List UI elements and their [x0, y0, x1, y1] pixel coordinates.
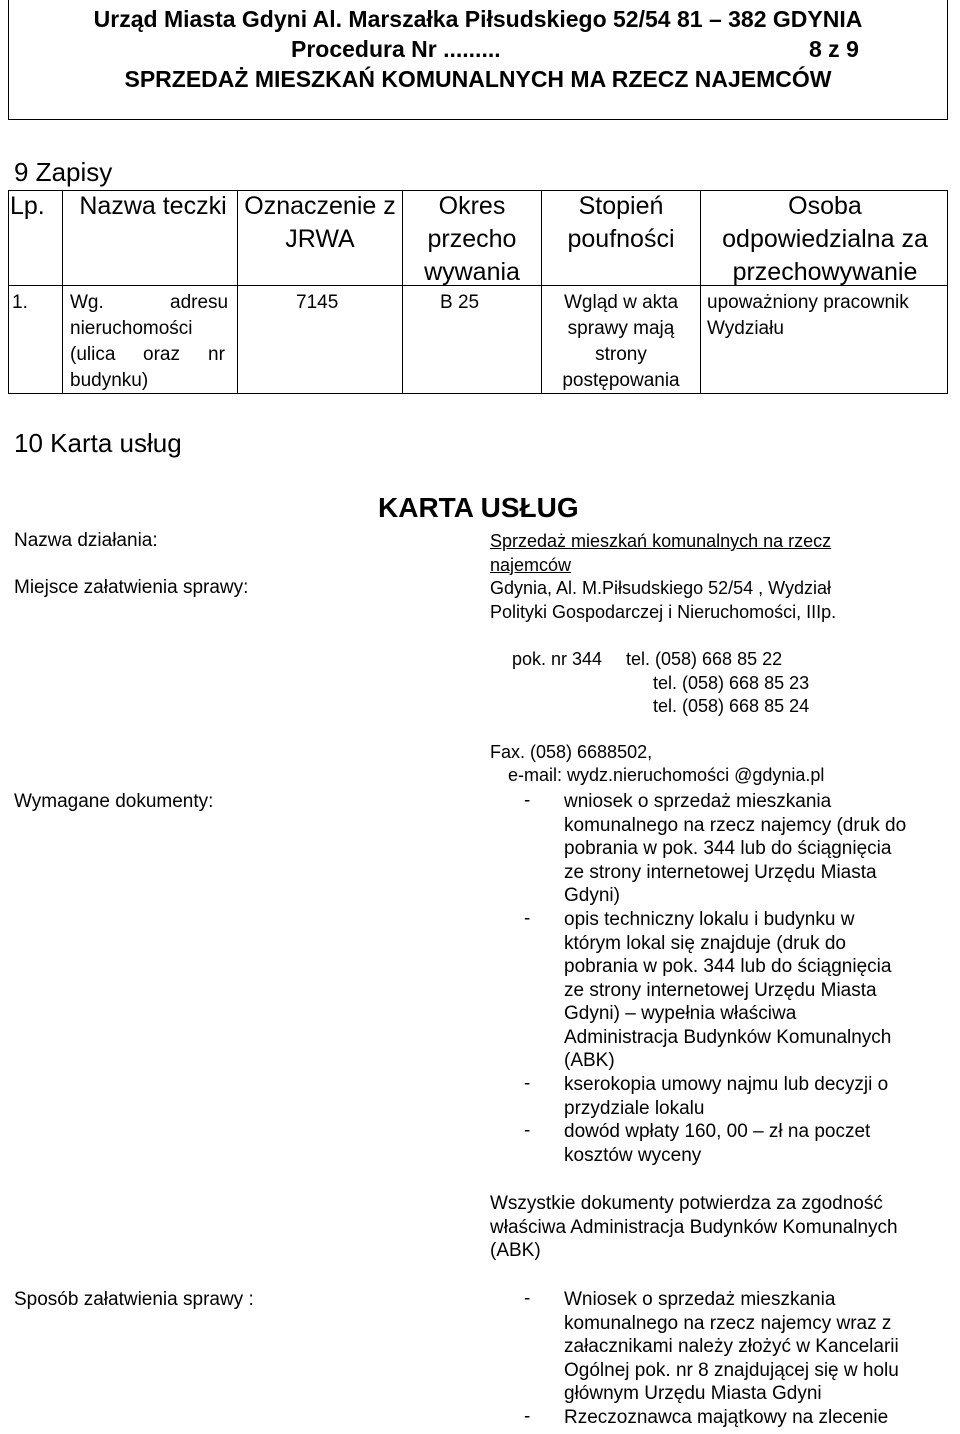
row-period: B 25 [440, 292, 480, 313]
section-10-title: 10 Karta usług [14, 428, 182, 458]
phone-list [626, 648, 809, 719]
document-header [8, 0, 948, 120]
col-header-period: Okres przecho wywania [424, 192, 520, 286]
row-name-line2: nieruchomości [70, 318, 193, 339]
row-confidentiality: Wgląd w akta sprawy mają strony postępowania [562, 292, 680, 391]
phone-1: tel. (058) 668 85 22 [626, 649, 783, 669]
page-number: 8 z 9 [809, 36, 859, 62]
section-9-title: 9 Zapisy [14, 157, 113, 187]
docs-label: Wymagane dokumenty: [14, 791, 214, 812]
procedure-number: Procedura Nr ......... [291, 36, 501, 62]
doc-item-2: opis techniczny lokalu i budynku w którym lokal się znajduje (druk do pobrania w pok. 344 lub do ściągnięcia ze strony internetowej Urzędu Miasta Gdyni) – wypełnia właściwa Administracja Budynków Komunalnych (ABK) [564, 909, 892, 1071]
doc-item-4: dowód wpłaty 160, 00 – zł na poczet kosztów wyceny [564, 1121, 871, 1166]
email: e-mail: wydz.nieruchomości @gdynia.pl [508, 765, 825, 785]
office-address: Urząd Miasta Gdyni Al. Marszałka Piłsudskiego 52/54 81 – 382 GDYNIA [93, 6, 863, 32]
method-label: Sposób załatwienia sprawy : [14, 1289, 254, 1310]
row-lp: 1. [12, 292, 28, 313]
row-jrwa: 7145 [296, 292, 339, 313]
row-name-line3b: oraz [143, 344, 180, 365]
doc-item-3: kserokopia umowy najmu lub decyzji o przydziale lokalu [564, 1074, 889, 1119]
row-name-line4: budynku) [70, 370, 149, 391]
phone-2: tel. (058) 668 85 23 [653, 672, 810, 693]
fax: Fax. (058) 6688502, [490, 742, 653, 762]
row-responsible: upoważniony pracownik Wydziału [707, 292, 909, 339]
action-label: Nazwa działania: [14, 530, 158, 551]
place-label: Miejsce załatwienia sprawy: [14, 577, 249, 598]
confirm-note: Wszystkie dokumenty potwierdza za zgodność właściwa Administracja Budynków Komunalnych (ABK) [490, 1193, 898, 1261]
col-header-lp: Lp. [10, 192, 45, 220]
col-header-responsible: Osoba odpowiedzialna za przechowywanie [722, 192, 928, 286]
document-title: SPRZEDAŻ MIESZKAŃ KOMUNALNYCH MA RZECZ NAJEMCÓW [124, 66, 832, 92]
row-name-word1: Wg. [70, 292, 104, 313]
method-item-2: Rzeczoznawca majątkowy na zlecenie [564, 1407, 889, 1428]
place-value: Gdynia, Al. M.Piłsudskiego 52/54 , Wydział Polityki Gospodarczej i Nieruchomości, IIIp. [490, 578, 837, 622]
row-name-word2: adresu [170, 292, 229, 313]
service-card-title: KARTA USŁUG [378, 492, 579, 523]
row-name-line3a: (ulica [70, 344, 116, 365]
phone-3: tel. (058) 668 85 24 [653, 696, 810, 716]
action-value: Sprzedaż mieszkań komunalnych na rzecz najemców [490, 531, 832, 575]
row-name-line3c: nr [208, 344, 225, 365]
method-item-1: Wniosek o sprzedaż mieszkania komunalnego na rzecz najemcy wraz z załacznikami należy złożyć w Kancelarii Ogólnej pok. nr 8 znajdującej się w holu głównym Urzędu Miasta Gdyni [564, 1289, 899, 1404]
col-header-name: Nazwa teczki [79, 192, 227, 220]
col-header-jrwa: Oznaczenie z JRWA [244, 192, 396, 253]
room-number: pok. nr 344 [512, 649, 603, 669]
doc-item-1: wniosek o sprzedaż mieszkania komunalnego na rzecz najemcy (druk do pobrania w pok. 344 lub do ściągnięcia ze strony internetowej Urzędu Miasta Gdyni) [564, 791, 907, 906]
col-header-confidentiality: Stopień poufności [567, 192, 675, 253]
